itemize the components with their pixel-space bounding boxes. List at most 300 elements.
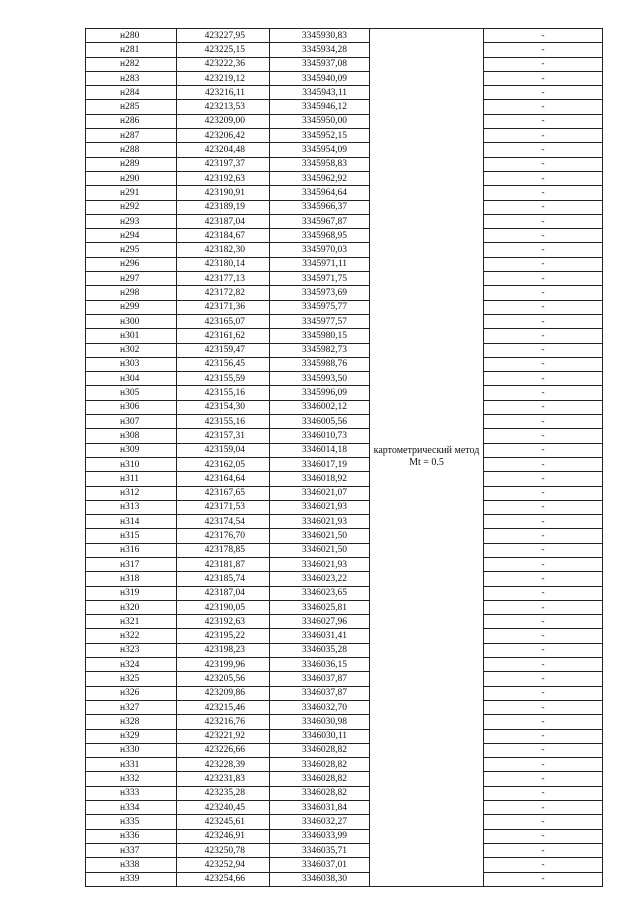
- y-coordinate-cell: 3346021,50: [270, 543, 370, 557]
- point-id-cell: н281: [86, 43, 177, 57]
- point-id-cell: н331: [86, 758, 177, 772]
- x-coordinate-cell: 423216,76: [177, 715, 270, 729]
- x-coordinate-cell: 423199,96: [177, 658, 270, 672]
- x-coordinate-cell: 423182,30: [177, 243, 270, 257]
- x-coordinate-cell: 423176,70: [177, 529, 270, 543]
- x-coordinate-cell: 423206,42: [177, 129, 270, 143]
- table-row: [86, 672, 603, 686]
- table-row: [86, 243, 603, 257]
- table-row: [86, 300, 603, 314]
- table-row: [86, 858, 603, 872]
- table-row: [86, 686, 603, 700]
- y-coordinate-cell: 3345943,11: [270, 86, 370, 100]
- point-id-cell: н320: [86, 600, 177, 614]
- table-row: [86, 314, 603, 328]
- note-cell: -: [484, 715, 603, 729]
- y-coordinate-cell: 3346031,84: [270, 801, 370, 815]
- y-coordinate-cell: 3345988,76: [270, 357, 370, 371]
- point-id-cell: н289: [86, 157, 177, 171]
- point-id-cell: н325: [86, 672, 177, 686]
- x-coordinate-cell: 423225,15: [177, 43, 270, 57]
- note-cell: -: [484, 100, 603, 114]
- y-coordinate-cell: 3346038,30: [270, 872, 370, 886]
- x-coordinate-cell: 423226,66: [177, 743, 270, 757]
- table-row: [86, 515, 603, 529]
- point-id-cell: н290: [86, 171, 177, 185]
- x-coordinate-cell: 423221,92: [177, 729, 270, 743]
- table-row: [86, 801, 603, 815]
- x-coordinate-cell: 423204,48: [177, 143, 270, 157]
- x-coordinate-cell: 423197,37: [177, 157, 270, 171]
- note-cell: -: [484, 29, 603, 43]
- x-coordinate-cell: 423178,85: [177, 543, 270, 557]
- y-coordinate-cell: 3346037,87: [270, 672, 370, 686]
- point-id-cell: н294: [86, 229, 177, 243]
- point-id-cell: н312: [86, 486, 177, 500]
- note-cell: -: [484, 200, 603, 214]
- x-coordinate-cell: 423231,83: [177, 772, 270, 786]
- note-cell: -: [484, 772, 603, 786]
- note-cell: -: [484, 186, 603, 200]
- table-row: [86, 715, 603, 729]
- y-coordinate-cell: 3346030,11: [270, 729, 370, 743]
- y-coordinate-cell: 3345966,37: [270, 200, 370, 214]
- point-id-cell: н300: [86, 314, 177, 328]
- table-row: [86, 743, 603, 757]
- x-coordinate-cell: 423187,04: [177, 214, 270, 228]
- note-cell: -: [484, 286, 603, 300]
- point-id-cell: н316: [86, 543, 177, 557]
- note-cell: -: [484, 257, 603, 271]
- note-cell: -: [484, 143, 603, 157]
- point-id-cell: н315: [86, 529, 177, 543]
- note-cell: -: [484, 815, 603, 829]
- point-id-cell: н339: [86, 872, 177, 886]
- x-coordinate-cell: 423171,53: [177, 500, 270, 514]
- note-cell: -: [484, 214, 603, 228]
- point-id-cell: н287: [86, 129, 177, 143]
- note-cell: -: [484, 343, 603, 357]
- x-coordinate-cell: 423252,94: [177, 858, 270, 872]
- y-coordinate-cell: 3346030,98: [270, 715, 370, 729]
- table-row: [86, 286, 603, 300]
- note-cell: -: [484, 157, 603, 171]
- table-row: [86, 758, 603, 772]
- x-coordinate-cell: 423159,04: [177, 443, 270, 457]
- point-id-cell: н330: [86, 743, 177, 757]
- x-coordinate-cell: 423155,16: [177, 415, 270, 429]
- point-id-cell: н306: [86, 400, 177, 414]
- table-row: [86, 357, 603, 371]
- x-coordinate-cell: 423162,05: [177, 457, 270, 471]
- point-id-cell: н304: [86, 372, 177, 386]
- y-coordinate-cell: 3346031,41: [270, 629, 370, 643]
- note-cell: -: [484, 171, 603, 185]
- point-id-cell: н319: [86, 586, 177, 600]
- y-coordinate-cell: 3345975,77: [270, 300, 370, 314]
- point-id-cell: н280: [86, 29, 177, 43]
- y-coordinate-cell: 3346033,99: [270, 829, 370, 843]
- x-coordinate-cell: 423195,22: [177, 629, 270, 643]
- y-coordinate-cell: 3345996,09: [270, 386, 370, 400]
- x-coordinate-cell: 423215,46: [177, 700, 270, 714]
- note-cell: -: [484, 129, 603, 143]
- point-id-cell: н324: [86, 658, 177, 672]
- note-cell: -: [484, 572, 603, 586]
- table-row: [86, 386, 603, 400]
- x-coordinate-cell: 423209,00: [177, 114, 270, 128]
- table-row: [86, 343, 603, 357]
- table-row: [86, 272, 603, 286]
- note-cell: -: [484, 486, 603, 500]
- x-coordinate-cell: 423161,62: [177, 329, 270, 343]
- y-coordinate-cell: 3346017,19: [270, 457, 370, 471]
- y-coordinate-cell: 3346035,71: [270, 843, 370, 857]
- table-row: [86, 157, 603, 171]
- y-coordinate-cell: 3346037,87: [270, 686, 370, 700]
- note-cell: -: [484, 658, 603, 672]
- y-coordinate-cell: 3346021,93: [270, 557, 370, 571]
- table-row: [86, 229, 603, 243]
- table-row: [86, 415, 603, 429]
- table-row: [86, 729, 603, 743]
- table-row: [86, 29, 603, 43]
- point-id-cell: н318: [86, 572, 177, 586]
- note-cell: -: [484, 357, 603, 371]
- y-coordinate-cell: 3345952,15: [270, 129, 370, 143]
- point-id-cell: н297: [86, 272, 177, 286]
- point-id-cell: н317: [86, 557, 177, 571]
- x-coordinate-cell: 423254,66: [177, 872, 270, 886]
- table-row: [86, 815, 603, 829]
- table-row: [86, 600, 603, 614]
- point-id-cell: н332: [86, 772, 177, 786]
- x-coordinate-cell: 423222,36: [177, 57, 270, 71]
- x-coordinate-cell: 423246,91: [177, 829, 270, 843]
- note-cell: -: [484, 600, 603, 614]
- point-id-cell: н285: [86, 100, 177, 114]
- note-cell: -: [484, 672, 603, 686]
- table-row: [86, 643, 603, 657]
- x-coordinate-cell: 423219,12: [177, 71, 270, 85]
- x-coordinate-cell: 423250,78: [177, 843, 270, 857]
- point-id-cell: н310: [86, 457, 177, 471]
- table-row: [86, 372, 603, 386]
- note-cell: -: [484, 629, 603, 643]
- x-coordinate-cell: 423240,45: [177, 801, 270, 815]
- note-cell: -: [484, 472, 603, 486]
- table-row: [86, 114, 603, 128]
- point-id-cell: н314: [86, 515, 177, 529]
- table-row: [86, 43, 603, 57]
- note-cell: -: [484, 86, 603, 100]
- x-coordinate-cell: 423185,74: [177, 572, 270, 586]
- y-coordinate-cell: 3346002,12: [270, 400, 370, 414]
- note-cell: -: [484, 843, 603, 857]
- point-id-cell: н322: [86, 629, 177, 643]
- table-row: [86, 57, 603, 71]
- note-cell: -: [484, 429, 603, 443]
- point-id-cell: н303: [86, 357, 177, 371]
- x-coordinate-cell: 423205,56: [177, 672, 270, 686]
- table-row: [86, 615, 603, 629]
- note-cell: -: [484, 743, 603, 757]
- y-coordinate-cell: 3346014,18: [270, 443, 370, 457]
- table-row: [86, 557, 603, 571]
- y-coordinate-cell: 3345982,73: [270, 343, 370, 357]
- point-id-cell: н295: [86, 243, 177, 257]
- y-coordinate-cell: 3346018,92: [270, 472, 370, 486]
- point-id-cell: н323: [86, 643, 177, 657]
- point-id-cell: н337: [86, 843, 177, 857]
- point-id-cell: н291: [86, 186, 177, 200]
- note-cell: -: [484, 329, 603, 343]
- note-cell: -: [484, 829, 603, 843]
- table-row: [86, 658, 603, 672]
- point-id-cell: н299: [86, 300, 177, 314]
- x-coordinate-cell: 423228,39: [177, 758, 270, 772]
- point-id-cell: н284: [86, 86, 177, 100]
- x-coordinate-cell: 423245,61: [177, 815, 270, 829]
- y-coordinate-cell: 3346021,50: [270, 529, 370, 543]
- y-coordinate-cell: 3346021,93: [270, 515, 370, 529]
- x-coordinate-cell: 423180,14: [177, 257, 270, 271]
- y-coordinate-cell: 3346027,96: [270, 615, 370, 629]
- y-coordinate-cell: 3345993,50: [270, 372, 370, 386]
- y-coordinate-cell: 3346010,73: [270, 429, 370, 443]
- table-row: [86, 586, 603, 600]
- note-cell: -: [484, 786, 603, 800]
- point-id-cell: н329: [86, 729, 177, 743]
- y-coordinate-cell: 3346037,01: [270, 858, 370, 872]
- x-coordinate-cell: 423156,45: [177, 357, 270, 371]
- note-cell: -: [484, 758, 603, 772]
- point-id-cell: н336: [86, 829, 177, 843]
- note-cell: -: [484, 229, 603, 243]
- y-coordinate-cell: 3345970,03: [270, 243, 370, 257]
- y-coordinate-cell: 3346025,81: [270, 600, 370, 614]
- note-cell: -: [484, 57, 603, 71]
- y-coordinate-cell: 3345967,87: [270, 214, 370, 228]
- note-cell: -: [484, 872, 603, 886]
- y-coordinate-cell: 3345950,00: [270, 114, 370, 128]
- note-cell: -: [484, 557, 603, 571]
- note-cell: -: [484, 801, 603, 815]
- y-coordinate-cell: 3346028,82: [270, 786, 370, 800]
- y-coordinate-cell: 3345977,57: [270, 314, 370, 328]
- table-row: [86, 486, 603, 500]
- table-row: [86, 500, 603, 514]
- y-coordinate-cell: 3346021,93: [270, 500, 370, 514]
- table-row: [86, 629, 603, 643]
- table-row: [86, 400, 603, 414]
- note-cell: -: [484, 586, 603, 600]
- point-id-cell: н328: [86, 715, 177, 729]
- note-cell: -: [484, 314, 603, 328]
- table-row: [86, 843, 603, 857]
- x-coordinate-cell: 423192,63: [177, 615, 270, 629]
- table-row: [86, 429, 603, 443]
- x-coordinate-cell: 423181,87: [177, 557, 270, 571]
- x-coordinate-cell: 423198,23: [177, 643, 270, 657]
- point-id-cell: н296: [86, 257, 177, 271]
- note-cell: -: [484, 71, 603, 85]
- note-cell: -: [484, 443, 603, 457]
- note-cell: -: [484, 300, 603, 314]
- point-id-cell: н301: [86, 329, 177, 343]
- note-cell: -: [484, 386, 603, 400]
- point-id-cell: н326: [86, 686, 177, 700]
- x-coordinate-cell: 423154,30: [177, 400, 270, 414]
- y-coordinate-cell: 3346032,70: [270, 700, 370, 714]
- x-coordinate-cell: 423167,65: [177, 486, 270, 500]
- point-id-cell: н286: [86, 114, 177, 128]
- y-coordinate-cell: 3345964,64: [270, 186, 370, 200]
- note-cell: -: [484, 529, 603, 543]
- coordinates-table-body: [86, 29, 603, 887]
- x-coordinate-cell: 423190,91: [177, 186, 270, 200]
- x-coordinate-cell: 423174,54: [177, 515, 270, 529]
- table-row: [86, 100, 603, 114]
- note-cell: -: [484, 729, 603, 743]
- note-cell: -: [484, 457, 603, 471]
- y-coordinate-cell: 3345980,15: [270, 329, 370, 343]
- y-coordinate-cell: 3345973,69: [270, 286, 370, 300]
- table-row: [86, 129, 603, 143]
- x-coordinate-cell: 423190,05: [177, 600, 270, 614]
- y-coordinate-cell: 3346032,27: [270, 815, 370, 829]
- table-row: [86, 700, 603, 714]
- x-coordinate-cell: 423172,82: [177, 286, 270, 300]
- point-id-cell: н311: [86, 472, 177, 486]
- note-cell: -: [484, 114, 603, 128]
- table-row: [86, 186, 603, 200]
- y-coordinate-cell: 3346028,82: [270, 758, 370, 772]
- table-row: [86, 329, 603, 343]
- y-coordinate-cell: 3346028,82: [270, 743, 370, 757]
- x-coordinate-cell: 423187,04: [177, 586, 270, 600]
- x-coordinate-cell: 423235,28: [177, 786, 270, 800]
- y-coordinate-cell: 3346005,56: [270, 415, 370, 429]
- x-coordinate-cell: 423177,13: [177, 272, 270, 286]
- y-coordinate-cell: 3345954,09: [270, 143, 370, 157]
- coordinates-table: [85, 28, 603, 887]
- x-coordinate-cell: 423209,86: [177, 686, 270, 700]
- point-id-cell: н282: [86, 57, 177, 71]
- table-row: [86, 829, 603, 843]
- table-row: [86, 86, 603, 100]
- table-row: [86, 200, 603, 214]
- note-cell: -: [484, 400, 603, 414]
- y-coordinate-cell: 3345971,75: [270, 272, 370, 286]
- note-cell: -: [484, 500, 603, 514]
- note-cell: -: [484, 686, 603, 700]
- table-row: [86, 543, 603, 557]
- x-coordinate-cell: 423159,47: [177, 343, 270, 357]
- table-row: [86, 171, 603, 185]
- x-coordinate-cell: 423192,63: [177, 171, 270, 185]
- y-coordinate-cell: 3345968,95: [270, 229, 370, 243]
- note-cell: -: [484, 515, 603, 529]
- note-cell: -: [484, 372, 603, 386]
- y-coordinate-cell: 3346035,28: [270, 643, 370, 657]
- y-coordinate-cell: 3345934,28: [270, 43, 370, 57]
- x-coordinate-cell: 423155,16: [177, 386, 270, 400]
- y-coordinate-cell: 3346023,65: [270, 586, 370, 600]
- point-id-cell: н313: [86, 500, 177, 514]
- point-id-cell: н327: [86, 700, 177, 714]
- point-id-cell: н292: [86, 200, 177, 214]
- note-cell: -: [484, 272, 603, 286]
- y-coordinate-cell: 3345958,83: [270, 157, 370, 171]
- y-coordinate-cell: 3345962,92: [270, 171, 370, 185]
- point-id-cell: н298: [86, 286, 177, 300]
- y-coordinate-cell: 3345971,11: [270, 257, 370, 271]
- point-id-cell: н321: [86, 615, 177, 629]
- table-row: [86, 143, 603, 157]
- note-cell: -: [484, 243, 603, 257]
- x-coordinate-cell: 423216,11: [177, 86, 270, 100]
- point-id-cell: н293: [86, 214, 177, 228]
- y-coordinate-cell: 3345940,09: [270, 71, 370, 85]
- point-id-cell: н283: [86, 71, 177, 85]
- table-row: [86, 472, 603, 486]
- x-coordinate-cell: 423155,59: [177, 372, 270, 386]
- x-coordinate-cell: 423157,31: [177, 429, 270, 443]
- y-coordinate-cell: 3346023,22: [270, 572, 370, 586]
- note-cell: -: [484, 415, 603, 429]
- x-coordinate-cell: 423213,53: [177, 100, 270, 114]
- point-id-cell: н288: [86, 143, 177, 157]
- note-cell: -: [484, 700, 603, 714]
- table-row: [86, 257, 603, 271]
- x-coordinate-cell: 423184,67: [177, 229, 270, 243]
- table-row: [86, 457, 603, 471]
- y-coordinate-cell: 3345946,12: [270, 100, 370, 114]
- point-id-cell: н302: [86, 343, 177, 357]
- point-id-cell: н309: [86, 443, 177, 457]
- table-row: [86, 772, 603, 786]
- table-row: [86, 443, 603, 457]
- y-coordinate-cell: 3346021,07: [270, 486, 370, 500]
- y-coordinate-cell: 3346036,15: [270, 658, 370, 672]
- point-id-cell: н333: [86, 786, 177, 800]
- table-row: [86, 786, 603, 800]
- table-row: [86, 529, 603, 543]
- point-id-cell: н334: [86, 801, 177, 815]
- x-coordinate-cell: 423165,07: [177, 314, 270, 328]
- point-id-cell: н335: [86, 815, 177, 829]
- method-cell: картометрический метод Mt = 0.5: [370, 29, 484, 887]
- note-cell: -: [484, 43, 603, 57]
- table-row: [86, 71, 603, 85]
- note-cell: -: [484, 858, 603, 872]
- x-coordinate-cell: 423227,95: [177, 29, 270, 43]
- point-id-cell: н338: [86, 858, 177, 872]
- x-coordinate-cell: 423189,19: [177, 200, 270, 214]
- note-cell: -: [484, 615, 603, 629]
- table-row: [86, 214, 603, 228]
- x-coordinate-cell: 423164,64: [177, 472, 270, 486]
- table-row: [86, 872, 603, 886]
- table-row: [86, 572, 603, 586]
- y-coordinate-cell: 3345930,83: [270, 29, 370, 43]
- note-cell: -: [484, 643, 603, 657]
- y-coordinate-cell: 3346028,82: [270, 772, 370, 786]
- point-id-cell: н307: [86, 415, 177, 429]
- y-coordinate-cell: 3345937,08: [270, 57, 370, 71]
- point-id-cell: н308: [86, 429, 177, 443]
